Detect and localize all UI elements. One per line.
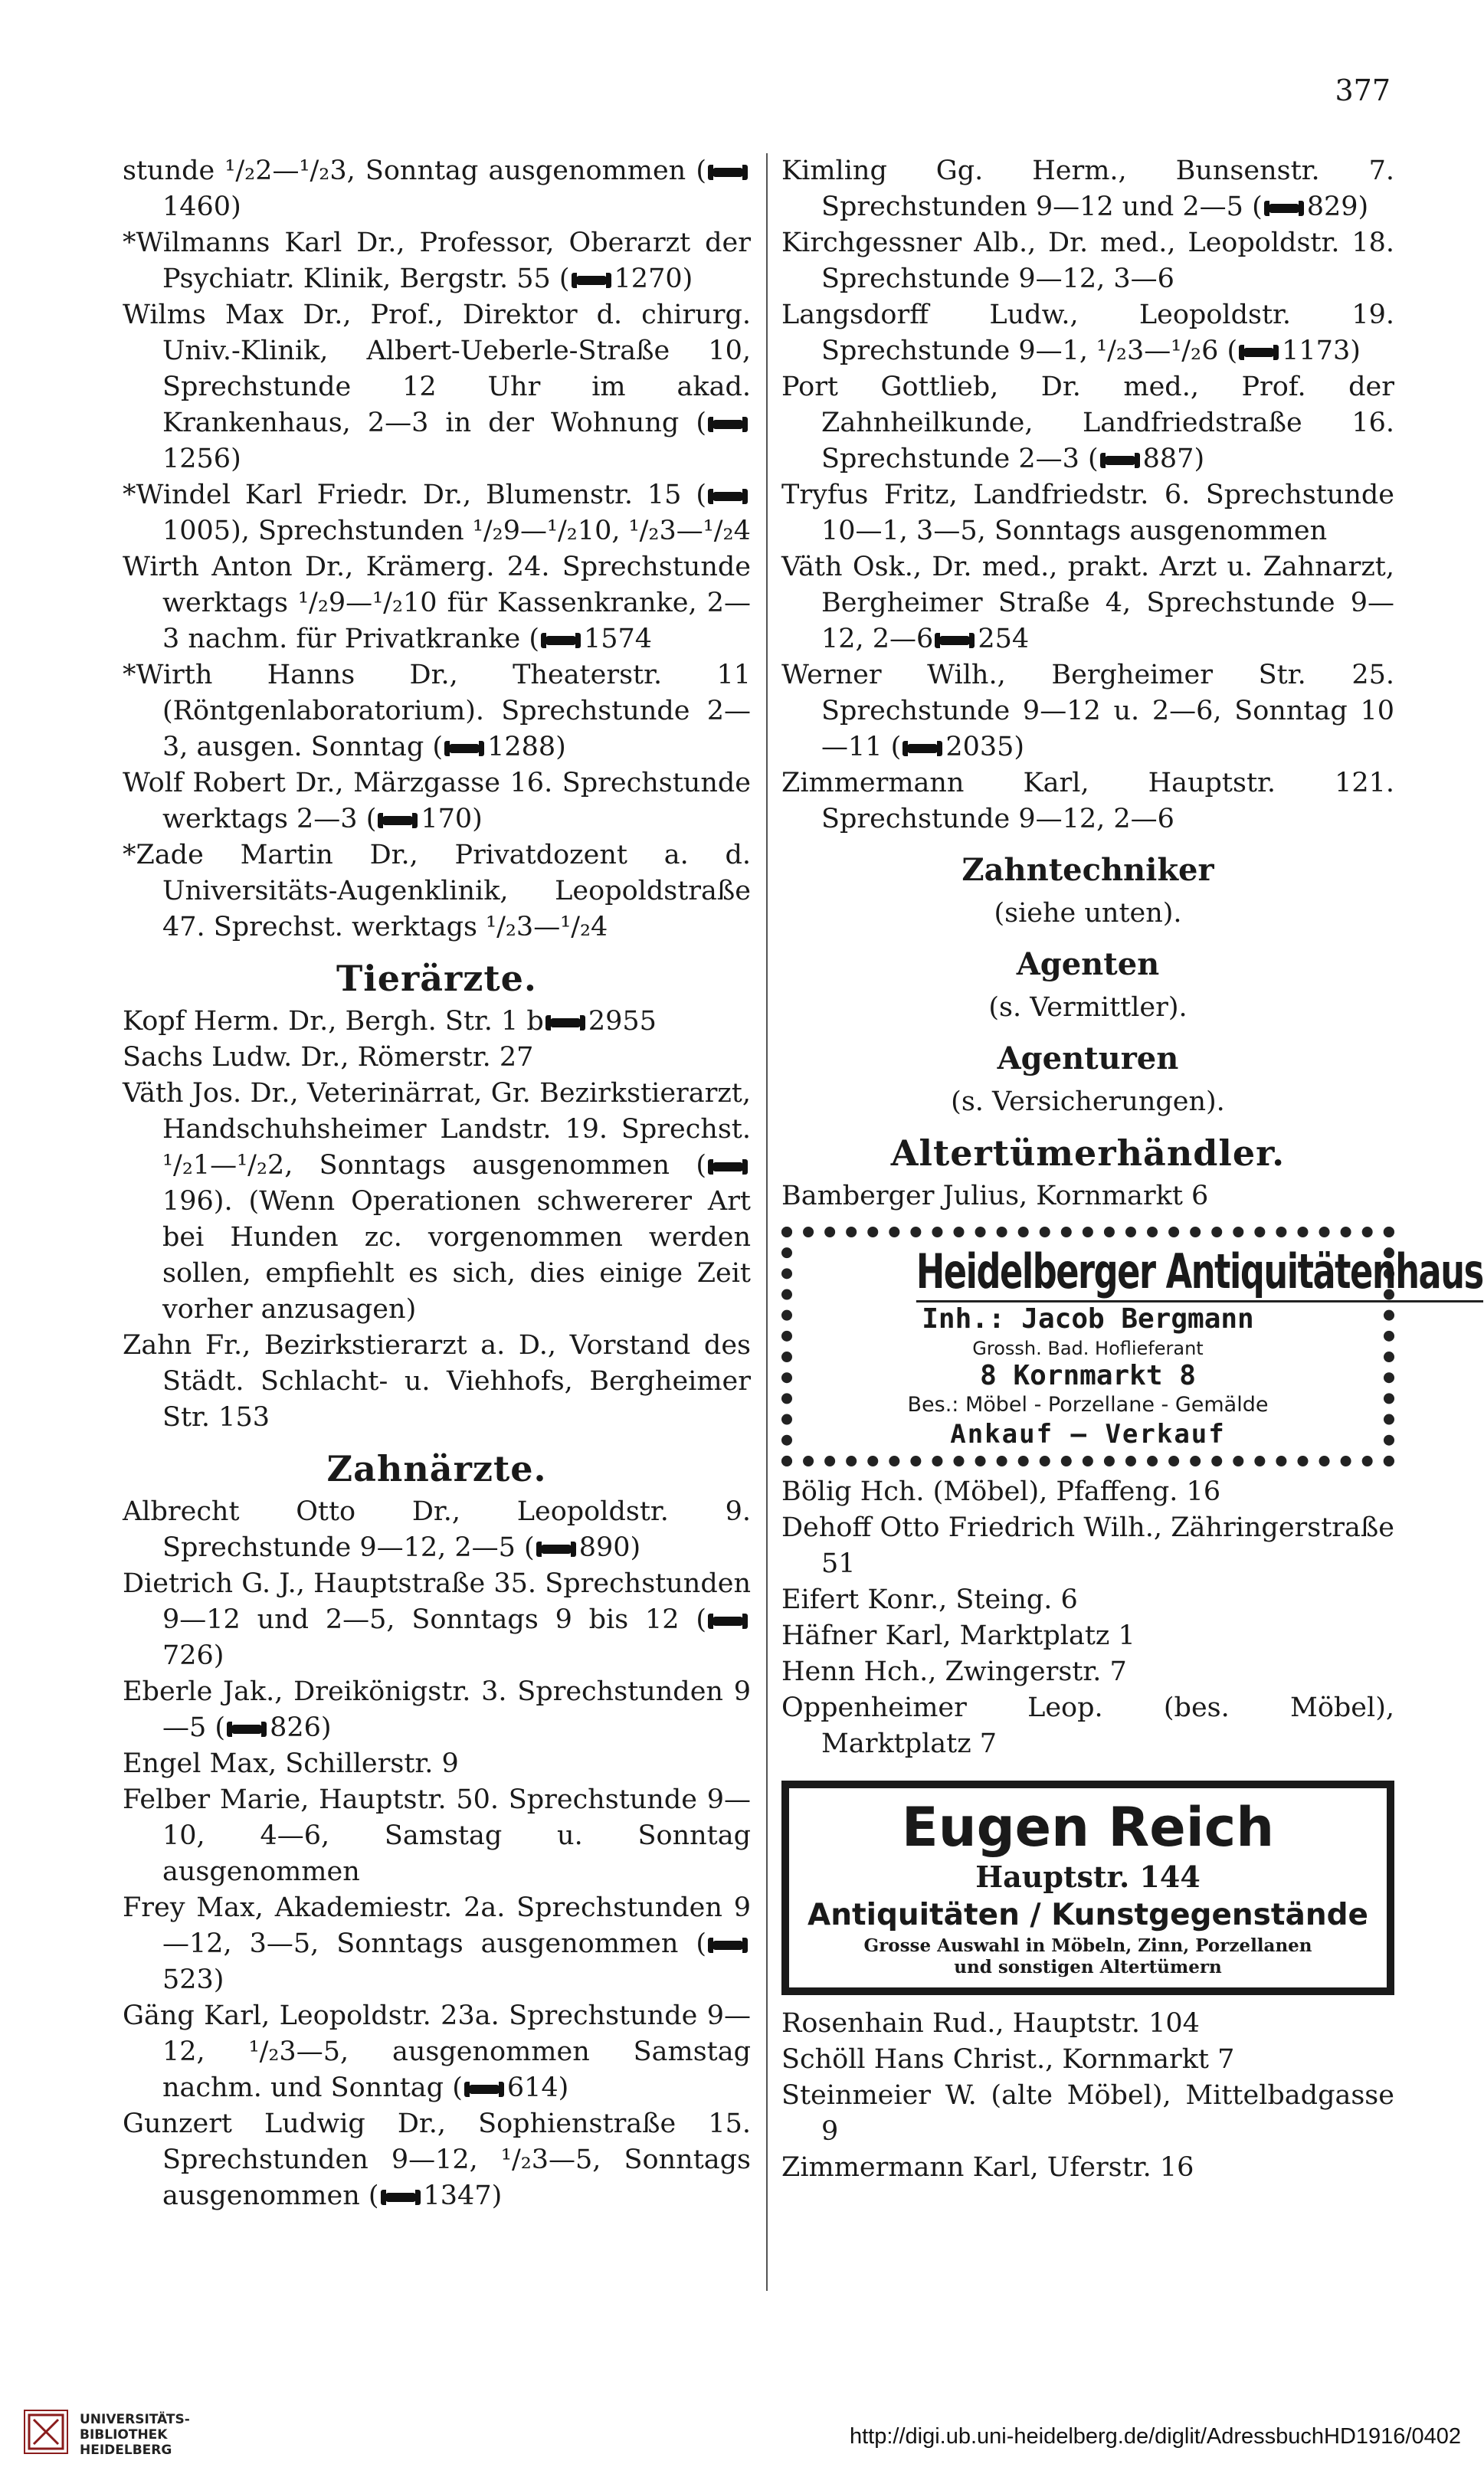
directory-entry: Langsdorff Ludw., Leopoldstr. 19. Sprechstunde 9—1, ¹/₂3—¹/₂6 ( 1173) [781, 300, 1394, 366]
section-heading-technicians: Zahntechniker [961, 852, 1214, 888]
directory-entry: Kirchgessner Alb., Dr. med., Leopoldstr. 18. Sprechstunde 9—12, 3—6 [781, 228, 1394, 294]
ad-goods: Antiquitäten / Kunstgegenstände [808, 1898, 1368, 1932]
directory-entry: Dehoff Otto Friedrich Wilh., Zähringerstraße 51 [781, 1512, 1394, 1579]
note-technicians: (siehe unten). [994, 898, 1182, 929]
telephone-icon [903, 741, 942, 756]
directory-entry: Albrecht Otto Dr., Leopoldstr. 9. Sprechstunde 9—12, 2—5 ( 890) [123, 1496, 751, 1563]
ad-owner: Inh.: Jacob Bergmann [922, 1303, 1254, 1335]
directory-entry: Kopf Herm. Dr., Bergh. Str. 1 b 2955 [123, 1006, 657, 1037]
directory-entry: Steinmeier W. (alte Möbel), Mittelbadgasse 9 [781, 2080, 1394, 2147]
section-heading-dentists: Zahnärzte. [326, 1448, 547, 1489]
library-logo-text [80, 2412, 190, 2458]
telephone-icon [708, 1938, 748, 1953]
directory-entry: *Windel Karl Friedr. Dr., Blumenstr. 15 (1005), Sprechstunden ¹/₂9—¹/₂10, ¹/₂3—¹/₂4 [123, 480, 751, 546]
telephone-icon [708, 1159, 748, 1175]
telephone-icon [708, 165, 748, 180]
left-column [123, 153, 751, 2214]
note-agencies: (s. Versicherungen). [951, 1086, 1225, 1117]
directory-entry: Zimmermann Karl, Hauptstr. 121. Sprechstunde 9—12, 2—6 [781, 768, 1394, 834]
telephone-icon [444, 741, 484, 756]
source-url-link[interactable]: http://digi.ub.uni-heidelberg.de/diglit/AdressbuchHD1916/0402 [849, 2424, 1461, 2449]
directory-entry: Gunzert Ludwig Dr., Sophienstraße 15. Sprechstunden 9—12, ¹/₂3—5, Sonntags ausgenommen ( 1347) [123, 2109, 751, 2211]
directory-entry: Werner Wilh., Bergheimer Str. 25. Sprechstunde 9—12 u. 2—6, Sonntag 10—11 ( 2035) [781, 660, 1394, 762]
telephone-icon [378, 813, 418, 828]
directory-entry: Tryfus Fritz, Landfriedstr. 6. Sprechstunde 10—1, 3—5, Sonntags ausgenommen [781, 480, 1394, 546]
telephone-icon [545, 1015, 585, 1031]
footer [0, 2383, 1484, 2487]
antiques-entries-mid [781, 1474, 1394, 1762]
telephone-icon [227, 1722, 267, 1737]
ad-subtitle: Grossh. Bad. Hoflieferant [972, 1338, 1204, 1359]
directory-entry: Henn Hch., Zwingerstr. 7 [781, 1656, 1127, 1687]
section-heading-vets: Tierärzte. [336, 958, 537, 999]
directory-entry: Zimmermann Karl, Uferstr. 16 [781, 2152, 1194, 2183]
advertisement-heidelberger-antiquitaetenhaus [781, 1227, 1483, 1466]
telephone-icon [464, 2082, 504, 2097]
directory-entry: *Wilmanns Karl Dr., Professor, Oberarzt der Psychiatr. Klinik, Bergstr. 55 ( 1270) [123, 228, 751, 294]
directory-entry: Wirth Anton Dr., Krämerg. 24. Sprechstunde werktags ¹/₂9—¹/₂10 für Kassenkranke, 2—3 nachm. für Privatkranke ( 1574 [123, 552, 751, 654]
telephone-icon [541, 633, 581, 648]
advertisement-eugen-reich [781, 1781, 1394, 1995]
telephone-icon [1100, 453, 1140, 468]
ad-title: Heidelberger Antiquitätenhaus [916, 1244, 1483, 1302]
telephone-icon [536, 1542, 576, 1557]
directory-entry: Frey Max, Akademiestr. 2a. Sprechstunden 9—12, 3—5, Sonntags ausgenommen (523) [123, 1892, 751, 1995]
directory-entry: Eberle Jak., Dreikönigstr. 3. Sprechstunden 9—5 ( 826) [123, 1676, 751, 1743]
directory-entry: Väth Osk., Dr. med., prakt. Arzt u. Zahnarzt, Bergheimer Straße 4, Sprechstunde 9—12, 2—6 254 [781, 552, 1394, 654]
telephone-icon [935, 633, 975, 648]
telephone-icon [1239, 345, 1279, 360]
directory-entry: Eifert Konr., Steing. 6 [781, 1584, 1078, 1615]
telephone-icon [381, 2190, 421, 2205]
ad-title: Eugen Reich [901, 1796, 1275, 1859]
directory-entry: Bamberger Julius, Kornmarkt 6 [781, 1181, 1209, 1211]
directory-entry: Wilms Max Dr., Prof., Direktor d. chirurg. Univ.-Klinik, Albert-Ueberle-Straße 10, Sprechstunde 12 Uhr im akad. Krankenhaus, 2—3 in der Wohnung (1256) [123, 300, 751, 474]
telephone-icon [708, 1614, 748, 1629]
directory-entry: Rosenhain Rud., Hauptstr. 104 [781, 2008, 1200, 2039]
ad-goods: Bes.: Möbel - Porzellane - Gemälde [907, 1393, 1269, 1417]
dentist-entries [123, 1494, 751, 2214]
antiques-entries-last [781, 2006, 1394, 2186]
antiques-entries-first [781, 1178, 1394, 1214]
ad-line: und sonstigen Altertümern [954, 1957, 1222, 1977]
logo-line: BIBLIOTHEK [80, 2427, 168, 2443]
logo-line: UNIVERSITÄTS- [80, 2412, 190, 2427]
telephone-icon [1264, 201, 1304, 216]
telephone-icon [708, 489, 748, 504]
directory-entry: Oppenheimer Leop. (bes. Möbel), Marktplatz 7 [781, 1692, 1394, 1759]
page-number: 377 [1335, 74, 1391, 107]
telephone-icon [572, 273, 611, 288]
directory-entry: Wolf Robert Dr., Märzgasse 16. Sprechstunde werktags 2—3 ( 170) [123, 768, 751, 834]
directory-entry: Bölig Hch. (Möbel), Pfaffeng. 16 [781, 1476, 1221, 1507]
physician-entries [123, 153, 751, 945]
ad-deal: Ankauf — Verkauf [950, 1419, 1226, 1450]
section-heading-agencies: Agenturen [997, 1040, 1179, 1076]
directory-entry: *Wirth Hanns Dr., Theaterstr. 11 (Röntgenlaboratorium). Sprechstunde 2—3, ausgen. Sonntag ( 1288) [123, 660, 751, 762]
section-heading-agents: Agenten [1016, 946, 1160, 982]
dentist-entries-continued [781, 153, 1394, 837]
directory-entry: Sachs Ludw. Dr., Römerstr. 27 [123, 1042, 534, 1073]
directory-entry: Häfner Karl, Marktplatz 1 [781, 1620, 1135, 1651]
library-logo-icon [23, 2409, 69, 2455]
directory-entry: Dietrich G. J., Hauptstraße 35. Sprechstunden 9—12 und 2—5, Sonntags 9 bis 12 (726) [123, 1568, 751, 1671]
note-agents: (s. Vermittler). [988, 992, 1188, 1023]
directory-entry: stunde ¹/₂2—¹/₂3, Sonntag ausgenommen (1460) [123, 153, 751, 225]
right-column [781, 153, 1483, 2186]
logo-line: HEIDELBERG [80, 2443, 172, 2458]
directory-entry: Zahn Fr., Bezirkstierarzt a. D., Vorstand des Städt. Schlacht- u. Viehhofs, Bergheimer Str. 153 [123, 1330, 751, 1433]
directory-entry: Väth Jos. Dr., Veterinärrat, Gr. Bezirkstierarzt, Handschuhsheimer Landstr. 19. Sprechst. ¹/₂1—¹/₂2, Sonntags ausgenommen (196). (Wenn Operationen schwererer Art bei Hunden zc. vorgenommen werden sollen, empfiehlt es sich, dies einige Zeit vorher anzusagen) [123, 1078, 751, 1325]
column-divider [766, 153, 768, 2291]
telephone-icon [708, 417, 748, 432]
directory-entry: Kimling Gg. Herm., Bunsenstr. 7. Sprechstunden 9—12 und 2—5 ( 829) [781, 156, 1394, 222]
directory-entry: Felber Marie, Hauptstr. 50. Sprechstunde 9—10, 4—6, Samstag u. Sonntag ausgenommen [123, 1784, 751, 1887]
vet-entries [123, 1004, 751, 1436]
directory-entry: Engel Max, Schillerstr. 9 [123, 1748, 459, 1779]
ad-address: 8 Kornmarkt 8 [980, 1360, 1196, 1391]
directory-entry: Port Gottlieb, Dr. med., Prof. der Zahnheilkunde, Landfriedstraße 16. Sprechstunde 2—3 ( 887) [781, 372, 1394, 474]
ad-line: Grosse Auswahl in Möbeln, Zinn, Porzellanen [863, 1935, 1312, 1956]
directory-entry: *Zade Martin Dr., Privatdozent a. d. Universitäts-Augenklinik, Leopoldstraße 47. Sprechst. werktags ¹/₂3—¹/₂4 [123, 840, 751, 942]
ad-address: Hauptstr. 144 [975, 1860, 1201, 1894]
section-heading-antiques: Altertümerhändler. [890, 1132, 1286, 1174]
directory-entry: Schöll Hans Christ., Kornmarkt 7 [781, 2044, 1235, 2075]
directory-entry: Gäng Karl, Leopoldstr. 23a. Sprechstunde 9—12, ¹/₂3—5, ausgenommen Samstag nachm. und Sonntag ( 614) [123, 2000, 751, 2103]
